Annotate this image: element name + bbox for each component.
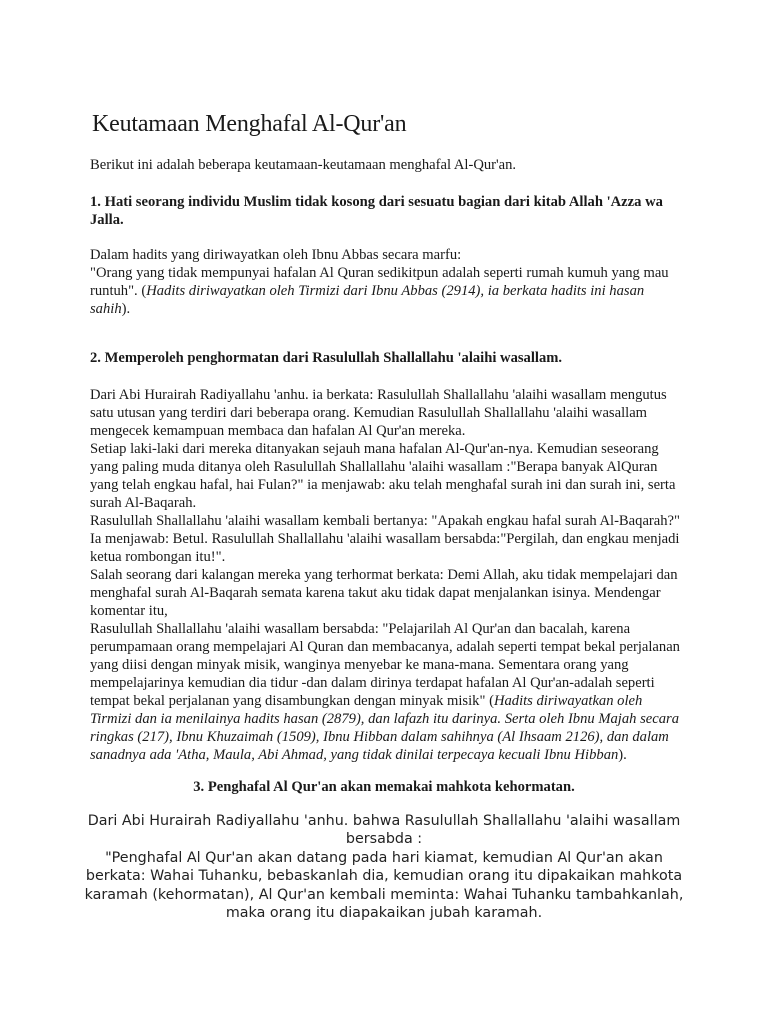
section-1-quote-text: "Orang yang tidak mempunyai hafalan Al Quran sedikitpun adalah seperti rumah kumuh yang mau runtuh". ( <box>90 265 669 299</box>
section-2-close: ). <box>618 747 627 763</box>
section-1-line: Dalam hadits yang diriwayatkan oleh Ibnu Abbas secara marfu: <box>90 247 462 263</box>
section-2-paragraph: Rasulullah Shallallahu 'alaihi wasallam kembali bertanya: "Apakah engkau hafal surah Al-Baqarah?" Ia menjawab: Betul. Rasulullah Shallallahu 'alaihi wasallam bersabda:"Pergilah, dan engkau menjadi ketua rombongan itu!". <box>90 513 680 565</box>
section-2-citation: Hadits diriwayatkan oleh Tirmizi dan ia menilainya hadits hasan (2879), dan lafazh itu darinya. Serta oleh Ibnu Majah secara ringkas (217), Ibnu Khuzaimah (1509), Ibnu Hibban dalam sahihnya (Al Ihsaam 2126), dan dalam sanadnya ada 'Atha, Maula, Abi Ahmad, yang tidak dinilai terpecaya kecuali Ibnu Hibban <box>90 693 680 763</box>
section-1-heading: 1. Hati seorang individu Muslim tidak kosong dari sesuatu bagian dari kitab Allah 'Azza wa Jalla. <box>90 194 663 228</box>
section-1-quote <box>90 264 686 318</box>
section-2-body <box>90 386 686 764</box>
section-1-citation: Hadits diriwayatkan oleh Tirmizi dari Ibnu Abbas (2914), ia berkata hadits ini hasan sahih <box>90 283 645 317</box>
section-2-heading: 2. Memperoleh penghormatan dari Rasulullah Shallallahu 'alaihi wasallam. <box>90 350 563 366</box>
section-2-paragraph-final <box>90 620 686 764</box>
section-3-heading: 3. Penghafal Al Qur'an akan memakai mahkota kehormatan. <box>193 779 575 795</box>
section-3-quote <box>84 812 684 922</box>
section-2-paragraph: Setiap laki-laki dari mereka ditanyakan sejauh mana hafalan Al-Qur'an-nya. Kemudian seseorang yang paling muda ditanya oleh Rasulullah Shallallahu 'alaihi wasallam :"Berapa banyak AlQuran yang telah engkau hafal, hai Fulan?" ia menjawab: aku telah menghafal surah ini dan surah ini, serta surah Al-Baqarah. <box>90 441 676 511</box>
section-3-line: Dari Abi Hurairah Radiyallahu 'anhu. bahwa Rasulullah Shallallahu 'alaihi wasallam bersabda : <box>87 813 681 848</box>
section-1-body <box>90 246 686 318</box>
section-2-paragraph: Salah seorang dari kalangan mereka yang terhormat berkata: Demi Allah, aku tidak mempelajari dan menghafal surah Al-Baqarah semata karena takut aku tidak dapat menjalankan isinya. Mendengar komentar itu, <box>90 567 678 619</box>
page-title: Keutamaan Menghafal Al-Qur'an <box>92 111 407 137</box>
section-3-hadith: "Penghafal Al Qur'an akan datang pada hari kiamat, kemudian Al Qur'an akan berkata: Wahai Tuhanku, bebaskanlah dia, kemudian orang itu dipakaikan mahkota karamah (kehormatan), Al Qur'an kembali meminta: Wahai Tuhanku tambahkanlah, maka orang itu diapakaikan jubah karamah. <box>84 849 684 922</box>
section-2-text: Rasulullah Shallallahu 'alaihi wasallam bersabda: "Pelajarilah Al Qur'an dan bacalah, karena perumpamaan orang mempelajari Al Quran dan membacanya, adalah seperti tempat bekal perjalanan yang diisi dengan minyak misik, wanginya menyebar ke mana-mana. Sementara orang yang mempelajarinya kemudian dia tidur -dan dalam dirinya terdapat hafalan Al Qur'an-adalah seperti tempat bekal perjalanan yang disambungkan dengan minyak misik" ( <box>90 621 680 709</box>
intro-paragraph: Berikut ini adalah beberapa keutamaan-keutamaan menghafal Al-Qur'an. <box>90 157 517 173</box>
section-1-close: ). <box>121 301 131 317</box>
section-2-paragraph: Dari Abi Hurairah Radiyallahu 'anhu. ia berkata: Rasulullah Shallallahu 'alaihi wasallam mengutus satu utusan yang terdiri dari beberapa orang. Kemudian Rasulullah Shallallahu 'alaihi wasallam mengecek kemampuan membaca dan hafalan Al Qur'an mereka. <box>90 387 667 439</box>
